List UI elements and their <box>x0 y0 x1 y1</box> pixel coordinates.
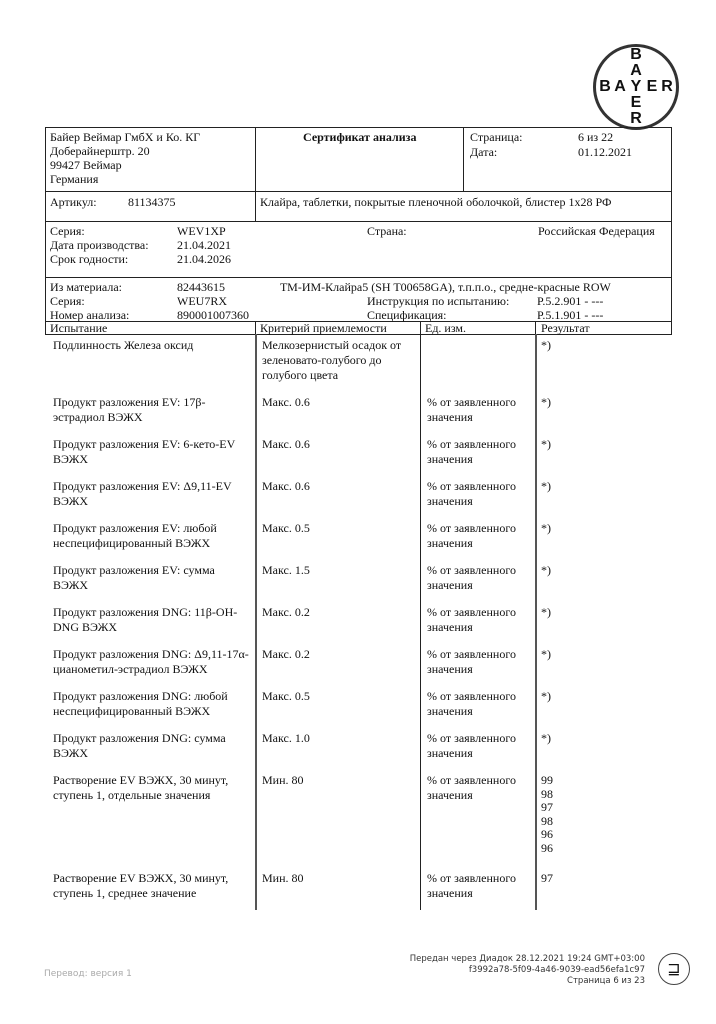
expiry-label: Срок годности: <box>50 252 129 266</box>
cell-test: Растворение EV ВЭЖХ, 30 минут, <box>53 871 229 885</box>
cell-unit: % от заявленного <box>427 871 516 885</box>
cell-result: 99 <box>541 773 553 787</box>
cell-unit: значения <box>427 704 473 718</box>
diadoc-info <box>410 954 645 987</box>
cell-unit: значения <box>427 662 473 676</box>
cell-test: неспецифицированный ВЭЖХ <box>53 704 211 718</box>
article-value: 81134375 <box>128 195 176 209</box>
cell-criterion: зеленовато-голубого до <box>262 353 382 367</box>
cell-criterion: Макс. 0.5 <box>262 689 310 703</box>
column-divider <box>420 334 421 910</box>
cell-unit: % от заявленного <box>427 479 516 493</box>
cell-result: 98 <box>541 813 553 828</box>
logo-letter: Y <box>630 78 642 95</box>
cell-unit: значения <box>427 620 473 634</box>
cell-test: Продукт разложения DNG: любой <box>53 689 228 703</box>
cell-result: *) <box>541 731 551 745</box>
border <box>255 127 256 221</box>
cell-criterion: Макс. 0.6 <box>262 437 310 451</box>
border <box>45 191 672 192</box>
cell-result: *) <box>541 338 551 352</box>
border <box>671 127 672 334</box>
company-name: Байер Веймар ГмбХ и Ко. КГ <box>50 130 201 144</box>
diadoc-transfer-line: Передан через Диадок 28.12.2021 19:24 GMT+03:00 <box>409 954 645 964</box>
diadoc-document-id: f3992a78-5f09-4a46-9039-ead56efa1c97 <box>468 965 645 975</box>
cell-test: ВЭЖХ <box>53 494 89 508</box>
cell-result: *) <box>541 395 551 409</box>
cell-test: Растворение EV ВЭЖХ, 30 минут, <box>53 773 229 787</box>
cell-unit: % от заявленного <box>427 773 516 787</box>
cell-criterion: Макс. 0.2 <box>262 647 310 661</box>
date-label: Дата: <box>470 145 498 159</box>
page-value: 6 из 22 <box>578 130 614 144</box>
cell-test: ступень 1, среднее значение <box>53 886 197 900</box>
analysis-number-value: 890001007360 <box>177 308 249 322</box>
instruction-value: P.5.2.901 - --- <box>537 294 604 308</box>
cell-criterion: Мелкозернистый осадок от <box>262 338 402 352</box>
cell-unit: значения <box>427 886 473 900</box>
cell-test: ВЭЖХ <box>53 746 89 760</box>
diadoc-stamp-icon: ⊒ <box>658 953 690 985</box>
cell-unit: значения <box>427 788 473 802</box>
logo-letter: A <box>614 78 626 95</box>
cell-test: Продукт разложения DNG: Δ9,11-17α- <box>53 647 249 661</box>
cell-test: неспецифицированный ВЭЖХ <box>53 536 211 550</box>
cell-test: Подлинность Железа оксид <box>53 338 194 352</box>
cell-criterion: Макс. 1.5 <box>262 563 310 577</box>
border <box>255 321 256 334</box>
company-street: Доберайнерштр. 20 <box>50 144 150 158</box>
bayer-logo <box>593 44 679 130</box>
logo-letter: A <box>630 62 642 79</box>
cell-test: ступень 1, отдельные значения <box>53 788 211 802</box>
translation-version: Перевод: версия 1 <box>44 969 132 979</box>
cell-test: Продукт разложения EV: 17β- <box>53 395 206 409</box>
cell-result: *) <box>541 479 551 493</box>
from-material-label: Из материала: <box>50 280 123 294</box>
cell-test: ВЭЖХ <box>53 578 89 592</box>
cell-test: Продукт разложения EV: 6-кето-EV <box>53 437 236 451</box>
cell-unit: % от заявленного <box>427 689 516 703</box>
cell-test: эстрадиол ВЭЖХ <box>53 410 143 424</box>
article-label: Артикул: <box>50 195 97 209</box>
material-series-value: WEU7RX <box>177 294 227 308</box>
cell-result: 96 <box>541 827 553 841</box>
cell-unit: % от заявленного <box>427 647 516 661</box>
cell-test: цианометил-эстрадиол ВЭЖХ <box>53 662 208 676</box>
col-header-result: Результат <box>541 321 590 335</box>
cell-unit: % от заявленного <box>427 437 516 451</box>
company-city: 99427 Веймар <box>50 158 122 172</box>
logo-letter: B <box>599 78 611 95</box>
doc-title: Сертификат анализа <box>303 130 417 144</box>
cell-unit: значения <box>427 536 473 550</box>
cell-unit: % от заявленного <box>427 731 516 745</box>
cell-test: Продукт разложения EV: любой <box>53 521 217 535</box>
specification-value: P.5.1.901 - --- <box>537 308 604 322</box>
cell-criterion: Мин. 80 <box>262 773 304 787</box>
instruction-label: Инструкция по испытанию: <box>367 294 510 308</box>
cell-unit: значения <box>427 452 473 466</box>
logo-letter: E <box>646 78 658 95</box>
cell-result: 97 <box>541 871 553 885</box>
col-header-criterion: Критерий приемлемости <box>260 321 387 335</box>
logo-letter: E <box>630 94 642 111</box>
border <box>45 277 672 278</box>
cell-result: 98 <box>541 786 553 801</box>
cell-criterion: Макс. 0.6 <box>262 479 310 493</box>
page-label: Страница: <box>470 130 523 144</box>
cell-result: *) <box>541 689 551 703</box>
cell-criterion: Макс. 0.2 <box>262 605 310 619</box>
border <box>45 221 672 222</box>
cell-test: ВЭЖХ <box>53 452 89 466</box>
diadoc-page-line: Страница 6 из 23 <box>567 976 645 986</box>
col-header-test: Испытание <box>50 321 108 335</box>
cell-test: Продукт разложения DNG: сумма <box>53 731 226 745</box>
cell-test: Продукт разложения EV: Δ9,11-EV <box>53 479 232 493</box>
cell-result: *) <box>541 563 551 577</box>
cell-unit: % от заявленного <box>427 605 516 619</box>
cell-test: DNG ВЭЖХ <box>53 620 118 634</box>
series-value: WEV1XP <box>177 224 226 238</box>
company-country: Германия <box>50 172 99 186</box>
border <box>420 321 421 334</box>
country-value: Российская Федерация <box>538 224 655 238</box>
cell-result: 96 <box>541 840 553 855</box>
cell-unit: значения <box>427 746 473 760</box>
cell-unit: % от заявленного <box>427 395 516 409</box>
cell-unit: значения <box>427 410 473 424</box>
material-series-label: Серия: <box>50 294 85 308</box>
border <box>463 127 464 191</box>
country-label: Страна: <box>367 224 407 238</box>
cell-result: *) <box>541 521 551 535</box>
prod-date-label: Дата производства: <box>50 238 149 252</box>
cell-unit: % от заявленного <box>427 521 516 535</box>
col-header-unit: Ед. изм. <box>425 321 467 335</box>
cell-criterion: голубого цвета <box>262 368 339 382</box>
border <box>45 127 46 334</box>
article-description: Клайра, таблетки, покрытые пленочной оболочкой, блистер 1x28 РФ <box>260 195 612 209</box>
cell-criterion: Макс. 0.5 <box>262 521 310 535</box>
cell-criterion: Макс. 0.6 <box>262 395 310 409</box>
expiry-value: 21.04.2026 <box>177 252 231 266</box>
logo-letter: B <box>630 46 642 63</box>
series-label: Серия: <box>50 224 85 238</box>
column-divider <box>255 334 257 910</box>
logo-letter: R <box>630 110 642 127</box>
cell-result: *) <box>541 437 551 451</box>
date-value: 01.12.2021 <box>578 145 632 159</box>
cell-unit: значения <box>427 578 473 592</box>
cell-result: *) <box>541 605 551 619</box>
cell-criterion: Макс. 1.0 <box>262 731 310 745</box>
from-material-value: 82443615 <box>177 280 225 294</box>
analysis-number-label: Номер анализа: <box>50 308 130 322</box>
material-description: ТМ-ИМ-Клайра5 (SH T00658GA), т.п.п.о., средне-красные ROW <box>280 280 611 294</box>
cell-unit: значения <box>427 494 473 508</box>
cell-test: Продукт разложения DNG: 11β-OH- <box>53 605 238 619</box>
cell-unit: % от заявленного <box>427 563 516 577</box>
border <box>45 127 672 128</box>
cell-test: Продукт разложения EV: сумма <box>53 563 215 577</box>
cell-result: 97 <box>541 800 553 814</box>
border <box>535 321 536 334</box>
prod-date-value: 21.04.2021 <box>177 238 231 252</box>
specification-label: Спецификация: <box>367 308 447 322</box>
cell-result: *) <box>541 647 551 661</box>
column-divider <box>535 334 537 910</box>
logo-letter: R <box>661 78 673 95</box>
cell-criterion: Мин. 80 <box>262 871 304 885</box>
